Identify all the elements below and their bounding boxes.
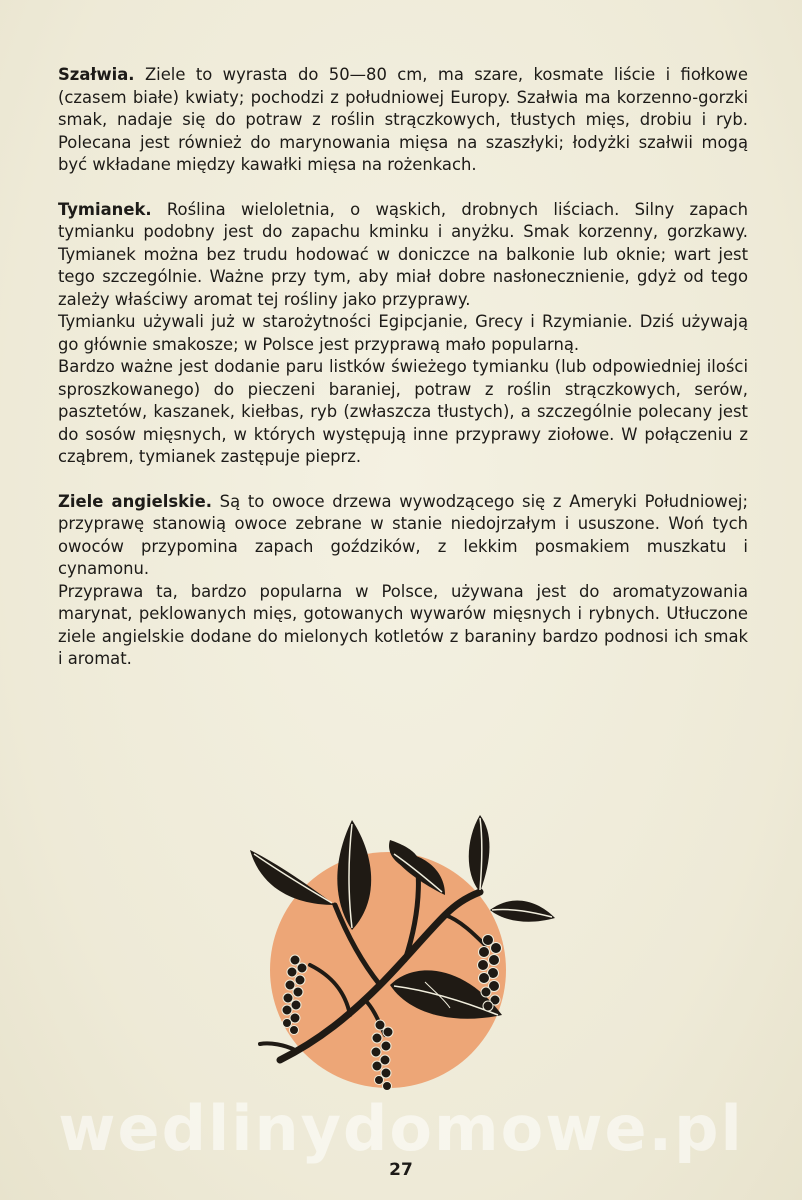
paragraph: Przyprawa ta, bardzo popularna w Polsce, używana jest do aromatyzowania marynat, peklowanych mięs, gotowanych wywarów mięsnych i rybnych. Utłuczone ziele angielskie dodane do mielonych kotletów z baraniny bardzo podnosi ich smak i aromat.: [58, 581, 748, 668]
watermark: wedlinydomowe.pl: [58, 1092, 744, 1165]
pepper-plant-illustration: [240, 810, 570, 1100]
paragraph: Tymianku używali już w starożytności Egipcjanie, Grecy i Rzymianie. Dziś używają go głównie smakosze; w Polsce jest przyprawą mało popularną.: [58, 312, 748, 354]
stem-branch: [260, 1043, 295, 1050]
section-tymianek: [58, 199, 748, 469]
section-ziele-angielskie: [58, 491, 748, 671]
term-heading: Tymianek.: [58, 199, 152, 219]
page-number: 27: [389, 1160, 413, 1180]
section-szalwia: [58, 64, 748, 177]
paragraph-text: Roślina wieloletnia, o wąskich, drobnych liściach. Silny zapach tymianku podobny jest do zapachu kminku i anyżku. Smak korzenny, gorzkawy. Tymianek można bez trudu hodować w doniczce na balkonie lub oknie; wart jest tego szczególnie. Ważne przy tym, aby miał dobre nasłonecznienie, gdyż od tego zależy właściwy aromat tej rośliny jako przyprawy.: [58, 199, 748, 309]
paragraph: [58, 64, 748, 177]
paragraph-text: Ziele to wyrasta do 50—80 cm, ma szare, kosmate liście i fiołkowe (czasem białe) kwiaty; pochodzi z południowej Europy. Szałwia ma korzenno-gorzki smak, nadaje się do potraw z roślin strączkowych, tłustych mięs, drobiu i ryb. Polecana jest również do marynowania mięsa na szaszłyki; łodyżki szałwii mogą być wkładane między kawałki mięsa na rożenkach.: [58, 65, 748, 174]
term-heading: Ziele angielskie.: [58, 491, 212, 511]
paragraph: [58, 199, 748, 312]
article-body: [58, 64, 748, 693]
term-heading: Szałwia.: [58, 65, 135, 84]
paragraph: [58, 491, 748, 581]
paragraph-text: Są to owoce drzewa wywodzącego się z Ameryki Południowej; przyprawę stanowią owoce zebrane w stanie niedojrzałym i ususzone. Woń tych owoców przypomina zapach goździków, z lekkim posmakiem muszkatu i cynamonu.: [58, 491, 748, 578]
leaf: [469, 815, 490, 892]
paragraph: Bardzo ważne jest dodanie paru listków świeżego tymianku (lub odpowiedniej ilości sproszkowanego) do pieczeni baraniej, potraw z roślin strączkowych, serów, pasztetów, kaszanek, kiełbas, ryb (zwłaszcza tłustych), a szczególnie polecany jest do sosów mięsnych, w których występują inne przyprawy ziołowe. W połączeniu z cząbrem, tymianek zastępuje pieprz.: [58, 357, 748, 466]
